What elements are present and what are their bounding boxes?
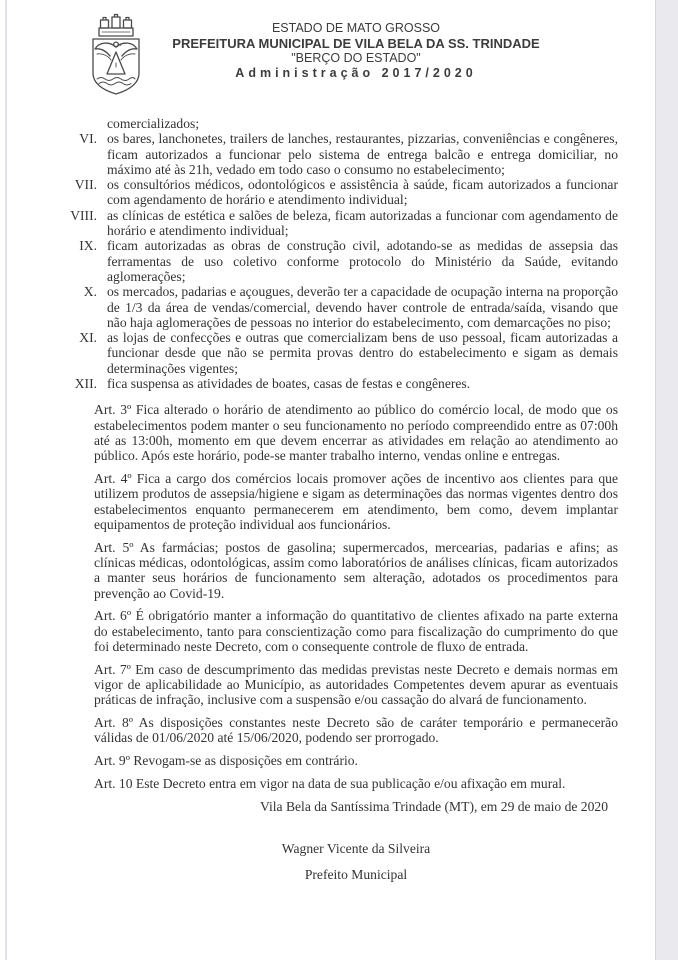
article-9: Art. 9º Revogam-se as disposições em contrário. bbox=[94, 753, 358, 769]
list-item bbox=[74, 376, 618, 392]
decree-body bbox=[70, 116, 618, 882]
list-item-number: VI. bbox=[79, 131, 97, 147]
list-item-number: XI. bbox=[79, 330, 97, 346]
document-header bbox=[0, 0, 678, 81]
list-item-text: os mercados, padarias e açougues, deverão ter a capacidade de ocupação interna na proporção de 1/3 da área de vendas/comercial, devendo haver controle de entrada/saída, visando que não haja aglomerações de pessoas no interior do estabelecimento, com demarcações no piso; bbox=[107, 284, 618, 330]
list-item-number: VIII. bbox=[70, 207, 97, 223]
municipal-coat-of-arms-icon bbox=[85, 11, 147, 99]
scan-edge-right bbox=[655, 0, 678, 960]
article-8: Art. 8º As disposições constantes neste Decreto são de caráter temporário e permanecerão válidas de 01/06/2020 até 15/06/2020, podendo ser prorrogado. bbox=[94, 715, 618, 746]
list-item bbox=[74, 177, 618, 208]
letterhead-motto: "BERÇO DO ESTADO" bbox=[291, 51, 421, 65]
list-item-text: ficam autorizadas as obras de construção civil, adotando-se as medidas de assepsia das ferramentas de uso coletivo conforme protocolo do Ministério da Saúde, evitando aglomerações; bbox=[107, 238, 618, 284]
scan-edge-left bbox=[5, 0, 7, 960]
signature-block bbox=[94, 841, 618, 882]
list-item-number: IX. bbox=[79, 238, 97, 254]
list-item-number: VII. bbox=[74, 177, 97, 193]
letterhead bbox=[94, 21, 618, 81]
list-item-text: os consultórios médicos, odontológicos e assistência à saúde, ficam autorizados a funcionar com agendamento de horário e atendimento individual; bbox=[107, 177, 618, 208]
list-item bbox=[79, 131, 618, 177]
list-item bbox=[83, 284, 618, 330]
letterhead-administration: Administração 2017/2020 bbox=[235, 66, 477, 80]
continuation-fragment: comercializados; bbox=[107, 116, 200, 131]
list-item-text: fica suspensa as atividades de boates, casas de festas e congêneres. bbox=[107, 376, 471, 392]
signatory-name: Wagner Vicente da Silveira bbox=[281, 840, 431, 856]
article-4: Art. 4º Fica a cargo dos comércios locais promover ações de incentivo aos clientes para que utilizem produtos de assepsia/higiene e sigam as determinações das normas vigentes dentro dos estabelecimentos enquanto permanecerem em atendimento, bem como, devem implantar equipamentos de proteção individual aos funcionários. bbox=[94, 471, 618, 532]
place-and-date-line: Vila Bela da Santíssima Trindade (MT), em 29 de maio de 2020 bbox=[259, 799, 608, 815]
list-item-text: as clínicas de estética e salões de beleza, ficam autorizadas a funcionar com agendamento de horário e atendimento individual; bbox=[107, 207, 618, 239]
list-item-text: as lojas de confecções e outras que comercializam bens de uso pessoal, ficam autorizadas a funcionar desde que não se permita provas dentro do estabelecimento e sigam as demais determinações vigentes; bbox=[107, 330, 618, 376]
article-7: Art. 7º Em caso de descumprimento das medidas previstas neste Decreto e demais normas em vigor de aplicabilidade ao Município, as autoridades Competentes devem apurar as eventuais práticas de infração, inclusive com a suspensão e/ou cassação do alvará de funcionamento. bbox=[94, 661, 618, 708]
article-10: Art. 10 Este Decreto entra em vigor na data de sua publicação e/ou afixação em mural. bbox=[94, 776, 566, 792]
article-6: Art. 6º É obrigatório manter a informação do quantitativo de clientes afixado na parte externa do estabelecimento, tanto para conscientização como para fiscalização do cumprimento do que foi determinado neste Decreto, com o consequente controle de fluxo de entrada. bbox=[94, 608, 618, 654]
letterhead-state: ESTADO DE MATO GROSSO bbox=[271, 21, 441, 35]
list-item bbox=[70, 207, 618, 239]
list-item bbox=[79, 238, 618, 284]
article-3: Art. 3º Fica alterado o horário de atendimento ao público do comércio local, de modo que os estabelecimentos podem manter o seu funcionamento no período compreendido entre as 07:00h até as 13:00h, momento em que devem encerrar as atividades em relação ao atendimento ao público. Após este horário, pode-se manter trabalho interno, vendas online e entregas. bbox=[94, 402, 618, 464]
list-item-number: XII. bbox=[74, 376, 97, 392]
list-item bbox=[79, 330, 618, 376]
letterhead-prefecture: PREFEITURA MUNICIPAL DE VILA BELA DA SS. TRINDADE bbox=[172, 36, 540, 51]
article-5: Art. 5º As farmácias; postos de gasolina; supermercados, mercearias, padarias e afins; as clínicas médicas, odontológicas, assim como laboratórios de análises clínicas, ficam autorizados a manter seus horários de funcionamento sem alteração, adotados os procedimentos para prevenção ao Covid-19. bbox=[94, 539, 618, 601]
list-item-text: os bares, lanchonetes, trailers de lanches, restaurantes, pizzarias, conveniências e congêneres, ficam autorizados a funcionar pelo sistema de entrega balcão e entrega domiciliar, no máximo até às 21h, vedado em todo caso o consumo no estabelecimento; bbox=[107, 131, 618, 177]
list-item-number: X. bbox=[83, 284, 97, 300]
signatory-title: Prefeito Municipal bbox=[304, 866, 408, 882]
